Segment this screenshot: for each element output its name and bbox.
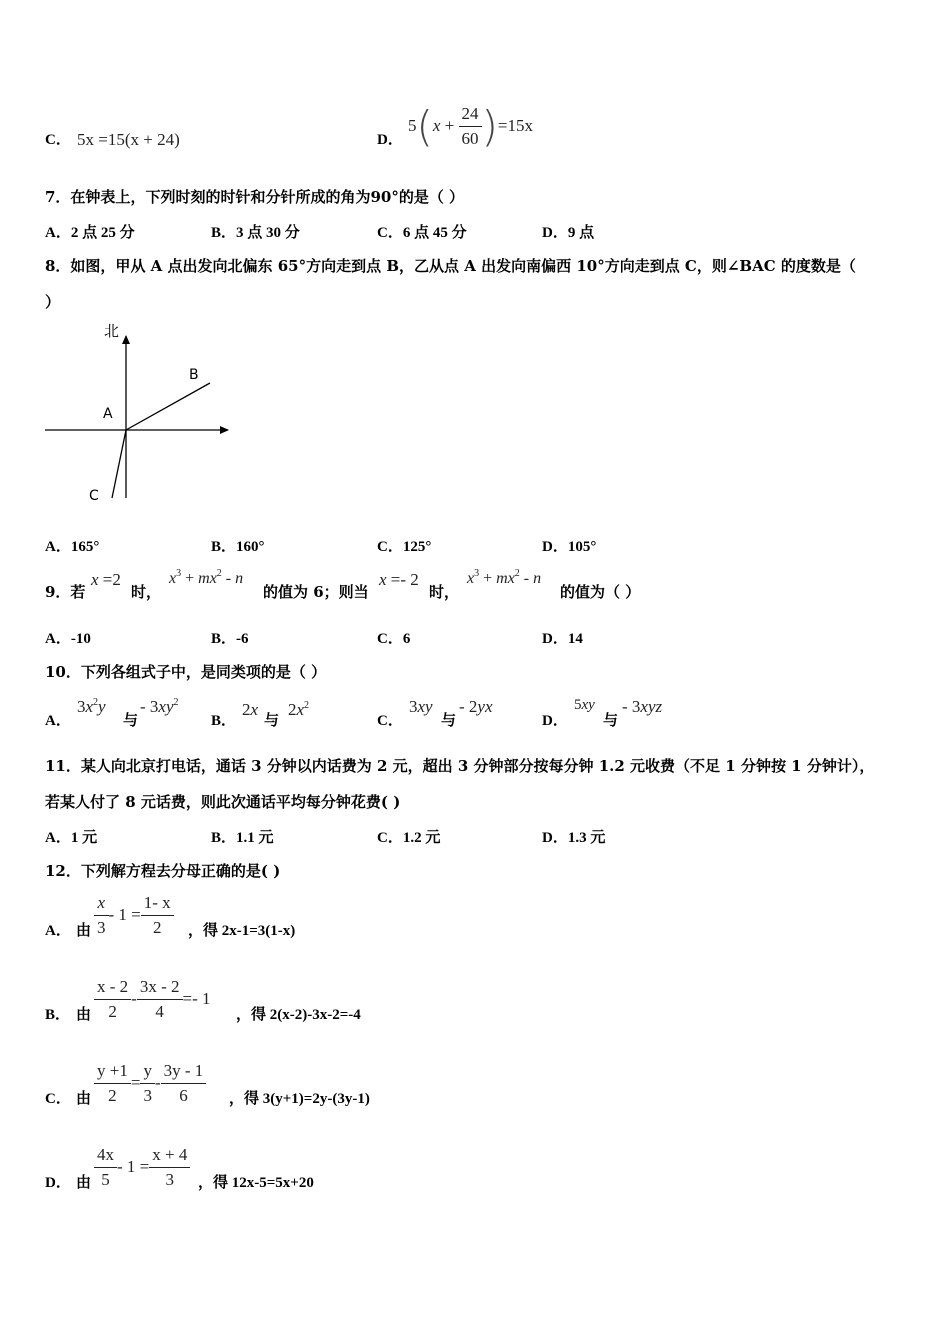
q9-option-d: D．14 — [542, 631, 583, 647]
q6-option-c-label: C． — [45, 132, 71, 148]
q11-text-line1: 11．某人向北京打电话，通话 3 分钟以内话费为 2 元，超出 3 分钟部分按每分钟 1.2 元收费（不足 1 分钟按 1 分钟计）， — [45, 757, 875, 775]
q10-option-d-left: 5xy — [574, 697, 595, 713]
q9-cond1: x =2 — [91, 570, 121, 589]
q9-expr1: $x^3 + mx^2 - n$ — [169, 568, 244, 587]
q6-d-fraction: $\frac{24}{60}$ — [459, 104, 482, 149]
q10-option-b-with: 与 — [264, 711, 280, 729]
q7-option-b: B．3 点 30 分 — [211, 225, 300, 241]
q8-text-line1: 8．如图，甲从 A 点出发向北偏东 65°方向走到点 B，乙从点 A 出发向南偏西 10°方向走到点 C，则∠BAC 的度数是（ — [45, 257, 856, 275]
q10-option-a-label: A． — [45, 713, 71, 729]
ray-ac — [112, 430, 126, 498]
q10-option-b-right: $2x^2$ — [288, 700, 310, 719]
q11-option-a: A．1 元 — [45, 830, 98, 846]
q12-option-c-label: C． — [45, 1091, 71, 1107]
q7-option-a: A．2 点 25 分 — [45, 225, 135, 241]
q8-option-d: D．105° — [542, 539, 597, 555]
q12-option-b-you: 由 — [76, 1005, 92, 1023]
q10-option-d-right: - 3xyz — [622, 697, 663, 716]
q9-cond2: x =- 2 — [379, 570, 419, 589]
q12-option-d-equation: $\frac{4x}{5}$ - 1 = $\frac{x + 4}{3}$ — [94, 1145, 190, 1190]
q10-option-d-label: D． — [542, 713, 568, 729]
ray-ab — [126, 383, 210, 430]
q12-option-d-you: 由 — [76, 1173, 92, 1191]
q10-option-a-left: $3x^2y$ — [77, 697, 106, 716]
q10-option-a-right: - $3xy^2$ — [140, 697, 179, 716]
point-a-label: A — [103, 406, 113, 422]
point-b-label: B — [189, 367, 199, 383]
q9-text1: 时， — [131, 583, 162, 601]
q8-option-b: B．160° — [211, 539, 265, 555]
q10-option-c-right: - 2yx — [459, 697, 493, 716]
q12-option-a-equation: $\frac{x}{3}$ - 1 = $\frac{1- x}{2}$ — [94, 893, 174, 938]
q10-option-b-left: 2x — [242, 700, 259, 719]
q9-expr2: $x^3 + mx^2 - n$ — [467, 568, 542, 587]
point-c-label: C — [89, 488, 99, 503]
q7-option-c: C．6 点 45 分 — [377, 225, 467, 241]
q12-option-a-label: A． — [45, 923, 71, 939]
q10-option-c-label: C． — [377, 713, 403, 729]
q6-d-post: =15x — [497, 116, 534, 135]
q12-option-d-label: D． — [45, 1175, 71, 1191]
q6-option-d-label: D． — [377, 132, 403, 148]
q9-text4: 的值为（ ） — [560, 583, 641, 601]
q8-option-a: A．165° — [45, 539, 100, 555]
q9-option-a: A．-10 — [45, 631, 91, 647]
q8-option-c: C．125° — [377, 539, 432, 555]
q9-option-b: B．-6 — [211, 631, 249, 647]
q7-text: 7．在钟表上，下列时刻的时针和分针所成的角为90°的是（ ） — [45, 188, 465, 206]
q9-text2: 的值为 6；则当 — [263, 583, 369, 601]
q10-text: 10．下列各组式子中，是同类项的是（ ） — [45, 663, 327, 681]
q11-option-c: C．1.2 元 — [377, 830, 441, 846]
q10-option-c-with: 与 — [441, 711, 457, 729]
q9-prefix: 9．若 — [45, 583, 86, 601]
north-label: 北 — [104, 322, 120, 340]
q10-option-b-label: B． — [211, 713, 237, 729]
q10-option-c-left: 3xy — [409, 697, 433, 716]
q12-option-b-equation: $\frac{x - 2}{2}$ - $\frac{3x - 2}{4}$ =- 1 — [94, 977, 211, 1022]
q12-option-b-result: ，得 2(x-2)-3x-2=-4 — [236, 1007, 361, 1023]
q6-option-d-expr: 5(x + $\frac{24}{60}$ )=15x — [408, 102, 534, 151]
q6-d-pre: 5 — [408, 116, 417, 135]
q8-direction-figure — [40, 318, 240, 503]
q12-option-c-you: 由 — [76, 1089, 92, 1107]
q11-option-b: B．1.1 元 — [211, 830, 274, 846]
q12-option-b-label: B． — [45, 1007, 71, 1023]
q11-option-d: D．1.3 元 — [542, 830, 606, 846]
q12-text: 12．下列解方程去分母正确的是( ) — [45, 862, 281, 880]
q11-text-line2: 若某人付了 8 元话费，则此次通话平均每分钟花费( ) — [45, 793, 401, 811]
q6-option-c-expr: 5x =15(x + 24) — [77, 130, 180, 149]
q7-option-d: D．9 点 — [542, 225, 595, 241]
q12-option-c-equation: $\frac{y +1}{2}$ = $\frac{y}{3}$ - $\frac{3y - 1}{6}$ — [94, 1061, 206, 1106]
q12-option-a-result: ，得 2x-1=3(1-x) — [188, 923, 296, 939]
q9-text3: 时， — [429, 583, 460, 601]
q9-option-c: C．6 — [377, 631, 411, 647]
q12-option-d-result: ，得 12x-5=5x+20 — [198, 1175, 314, 1191]
q12-option-c-result: ，得 3(y+1)=2y-(3y-1) — [229, 1091, 370, 1107]
q8-text-line2: ） — [45, 293, 61, 311]
q12-option-a-you: 由 — [76, 921, 92, 939]
q10-option-a-with: 与 — [123, 711, 139, 729]
q10-option-d-with: 与 — [603, 711, 619, 729]
